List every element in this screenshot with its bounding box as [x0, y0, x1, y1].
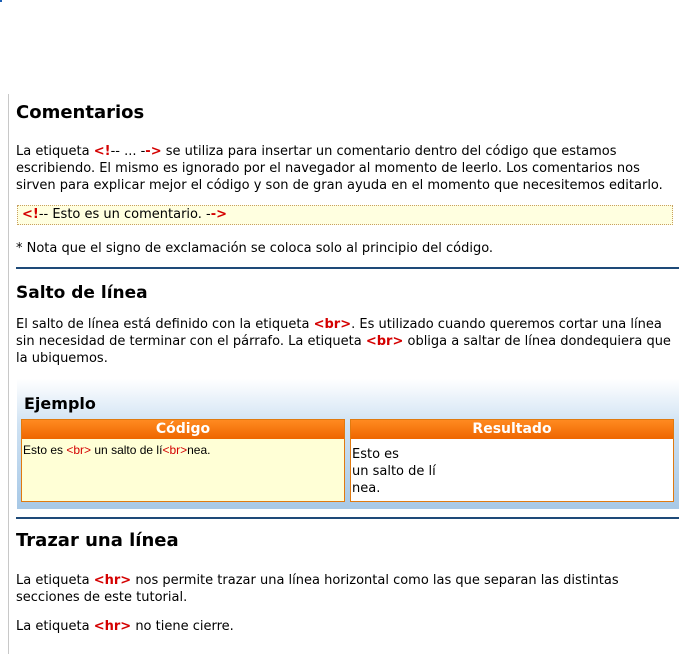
tag-comment-close: ->	[145, 144, 162, 159]
heading-trazar-linea: Trazar una línea	[16, 530, 179, 551]
trazar-paragraph	[16, 572, 656, 606]
tag-br: <br>	[66, 443, 92, 457]
result-header: Resultado	[351, 420, 673, 439]
comentarios-note: * Nota que el signo de exclamación se coloca solo al principio del código.	[16, 241, 494, 256]
tag-br: <br>	[162, 443, 188, 457]
text: La etiqueta	[16, 619, 94, 634]
text: obliga a saltar de línea dondequiera que la ubiquemos.	[16, 334, 671, 366]
tag-comment-open: <!	[22, 207, 39, 222]
result-body	[351, 439, 673, 497]
comment-example-text: -- Esto es un comentario. -	[38, 207, 211, 222]
text: . Es utilizado cuando queremos cortar una línea sin necesidad de terminar con el párrafo. La etiqueta	[16, 317, 662, 349]
example-result-column	[350, 419, 674, 502]
tag-comment-close: ->	[210, 207, 228, 222]
example-code-column	[21, 419, 345, 502]
result-line: un salto de lí	[352, 464, 436, 479]
text: La etiqueta	[16, 144, 94, 159]
section-divider	[16, 517, 679, 519]
text: no tiene cierre.	[131, 619, 234, 634]
text: un salto de lí	[91, 443, 163, 457]
code-header: Código	[22, 420, 344, 439]
tag-hr: <hr>	[93, 573, 132, 588]
text: nea.	[187, 443, 211, 457]
example-panel	[17, 379, 679, 509]
text: -- ... -	[110, 144, 146, 159]
text: nos permite trazar una línea horizontal como las que separan las distintas secciones de este tutorial.	[16, 573, 619, 605]
trazar-paragraph-2	[16, 618, 234, 635]
text: Esto es	[23, 443, 67, 457]
heading-salto-de-linea: Salto de línea	[16, 283, 148, 303]
example-title: Ejemplo	[24, 394, 96, 413]
result-line: Esto es	[352, 447, 399, 462]
code-body	[22, 439, 344, 461]
heading-comentarios: Comentarios	[16, 102, 145, 123]
comment-code-box	[17, 205, 673, 225]
section-divider	[16, 267, 679, 269]
salto-paragraph	[16, 316, 679, 367]
tag-comment-open: <!	[93, 144, 111, 159]
text: se utiliza para insertar un comentario dentro del código que estamos escribiendo. El mismo es ignorado por el navegador al momento de leerlo. Los comentarios nos sirven para explicar mejor el código y son de gran ayuda en el momento que necesitemos editarlo.	[16, 144, 663, 193]
tag-hr: <hr>	[93, 619, 132, 634]
tag-br: <br>	[313, 317, 352, 332]
comentarios-paragraph	[16, 143, 672, 194]
tag-br: <br>	[365, 334, 404, 349]
tutorial-content	[8, 94, 679, 654]
result-line: nea.	[352, 481, 381, 496]
text: El salto de línea está definido con la etiqueta	[16, 317, 314, 332]
text: La etiqueta	[16, 573, 94, 588]
corner-dot	[0, 0, 2, 2]
